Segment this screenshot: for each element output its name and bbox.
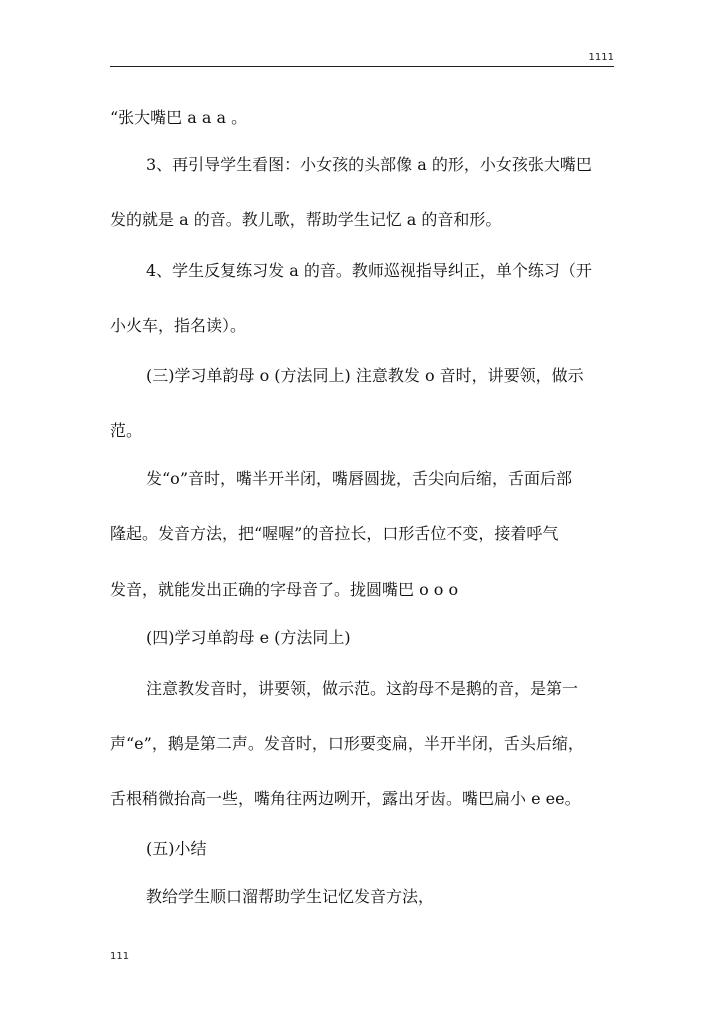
text-line: 发音，就能发出正确的字母音了。拢圆嘴巴 o o o bbox=[110, 580, 459, 599]
text-line: (五)小结 bbox=[146, 839, 207, 858]
text-line: 范。 bbox=[110, 421, 143, 440]
text-line: 隆起。发音方法，把“喔喔”的音拉长，口形舌位不变，接着呼气 bbox=[110, 524, 559, 543]
text-line: 舌根稍微抬高一些，嘴角往两边咧开，露出牙齿。嘴巴扁小 e ee。 bbox=[110, 789, 581, 808]
text-line: 声“e”，鹅是第二声。发音时，口形要变扁，半开半闭，舌头后缩， bbox=[110, 734, 584, 753]
text-line: 4、学生反复练习发 a 的音。教师巡视指导纠正，单个练习（开 bbox=[146, 261, 592, 280]
header-rule bbox=[110, 66, 614, 67]
text-line: 注意教发音时，讲要领，做示范。这韵母不是鹅的音，是第一 bbox=[146, 679, 579, 698]
text-line: 发的就是 a 的音。教儿歌，帮助学生记忆 a 的音和形。 bbox=[110, 210, 502, 229]
text-line: “张大嘴巴 a a a 。 bbox=[110, 108, 248, 127]
page-header-number: 1111 bbox=[588, 52, 614, 63]
text-line: (三)学习单韵母 o (方法同上) 注意教发 o 音时，讲要领，做示 bbox=[146, 366, 584, 385]
text-line: (四)学习单韵母 e (方法同上) bbox=[146, 628, 351, 647]
text-line: 小火车，指名读）。 bbox=[110, 316, 247, 335]
page-footer-number: 111 bbox=[110, 951, 130, 962]
text-line: 教给学生顺口溜帮助学生记忆发音方法， bbox=[146, 887, 435, 906]
text-line: 3、再引导学生看图：小女孩的头部像 a 的形，小女孩张大嘴巴 bbox=[146, 155, 592, 174]
text-line: 发“o”音时，嘴半开半闭，嘴唇圆拢，舌尖向后缩，舌面后部 bbox=[146, 469, 572, 488]
